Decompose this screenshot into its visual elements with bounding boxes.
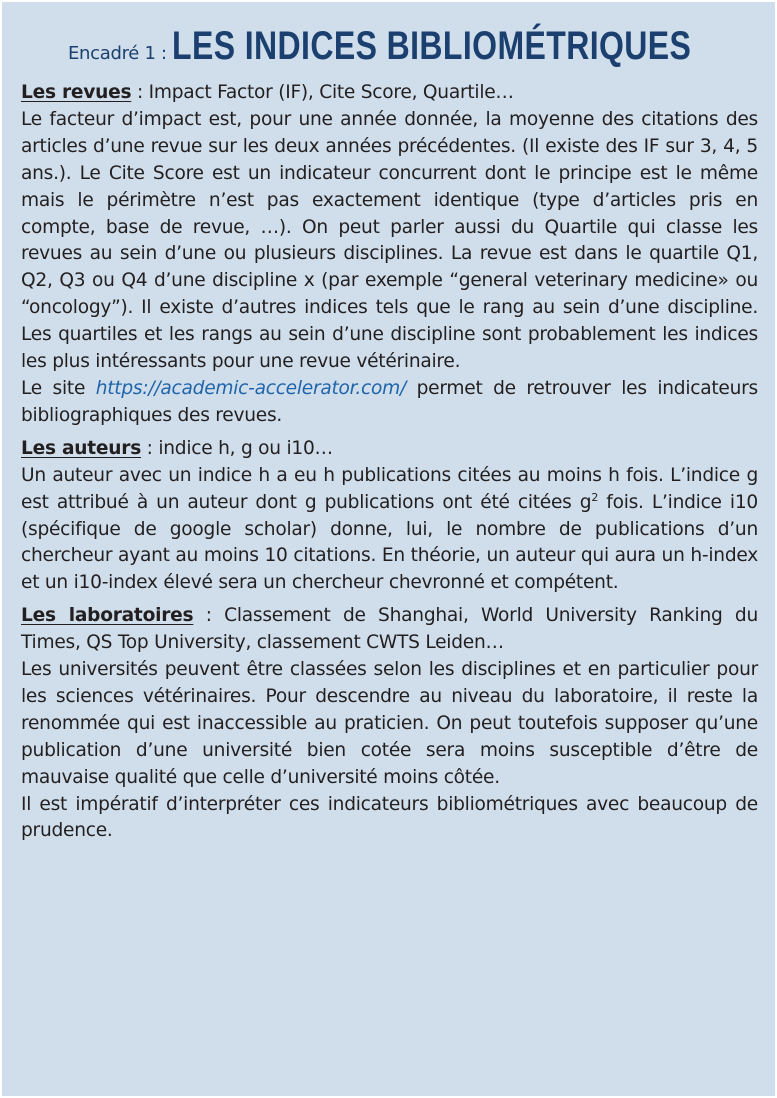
superscript-two: 2	[591, 490, 599, 504]
revues-subtitle: : Impact Factor (IF), Cite Score, Quartile…	[131, 82, 514, 103]
auteurs-heading: Les auteurs	[21, 437, 142, 459]
box-title	[21, 26, 758, 66]
section-revues	[21, 80, 758, 430]
revues-paragraph: Le facteur d’impact est, pour une année donnée, la moyenne des citations des articles d’une revue sur les deux années précédentes. (Il existe des IF sur 3, 4, 5 ans.). Le Cite Score est un indicateur concurrent dont le principe est le même mais le périmètre n’est pas exactement identique (type d’articles pris en compte, base de revue, …). On peut parler aussi du Quartile qui classe les revues au sein d’une ou plusieurs disciplines. La revue est dans le quartile Q1, Q2, Q3 ou Q4 d’une discipline x (par exemple “general veterinary medicine» ou “oncology”). Il existe d’autres indices tels que le rang au sein d’une discipline. Les quartiles et les rangs au sein d’une discipline sont probablement les indices les plus intéressants pour une revue vétérinaire.	[21, 108, 758, 373]
auteurs-subtitle: : indice h, g ou i10…	[141, 437, 333, 459]
section-auteurs	[21, 436, 758, 597]
title-prefix: Encadré 1 :	[67, 43, 167, 64]
laboratoires-subtitle: : Classement de Shanghai, World University Ranking du Times, QS Top University, classement CWTS Leiden…	[21, 605, 758, 654]
revues-intro	[21, 80, 758, 107]
site-before-text: Le site	[21, 377, 96, 399]
auteurs-text-before: Un auteur avec un indice h a eu h publications citées au moins h fois. L’indice g est attribué à un auteur dont g publications ont été citées g	[21, 464, 758, 513]
auteurs-paragraph	[21, 463, 758, 598]
encadre-box	[2, 2, 775, 1096]
auteurs-intro	[21, 436, 758, 463]
academic-accelerator-link[interactable]: https://academic-accelerator.com/	[95, 377, 407, 399]
revues-site-paragraph	[21, 376, 758, 430]
conclusion-paragraph: Il est impératif d’interpréter ces indicateurs bibliométriques avec beaucoup de prudence.	[21, 793, 758, 842]
section-laboratoires	[21, 603, 758, 845]
laboratoires-heading: Les laboratoires	[21, 605, 194, 627]
laboratoires-intro	[21, 603, 758, 657]
site-after-text: permet de retrouver les indicateurs bibliographiques des revues.	[21, 377, 758, 426]
title-main: LES INDICES BIBLIOMÉTRIQUES	[171, 24, 692, 68]
laboratoires-paragraph: Les universités peuvent être classées selon les disciplines et en particulier pour les sciences vétérinaires. Pour descendre au niveau du laboratoire, il reste la renommée qui est inaccessible au praticien. On peut toutefois supposer qu’une publication d’une université bien cotée sera moins susceptible d’être de mauvaise qualité que celle d’université moins côtée.	[21, 659, 758, 788]
revues-heading: Les revues	[21, 82, 132, 103]
auteurs-text-after: fois. L’indice i10 (spécifique de google scholar) donne, lui, le nombre de publications d’un chercheur ayant au moins 10 citations. En théorie, un auteur qui aura un h-index et un i10-index élevé sera un chercheur chevronné et compétent.	[21, 491, 759, 594]
